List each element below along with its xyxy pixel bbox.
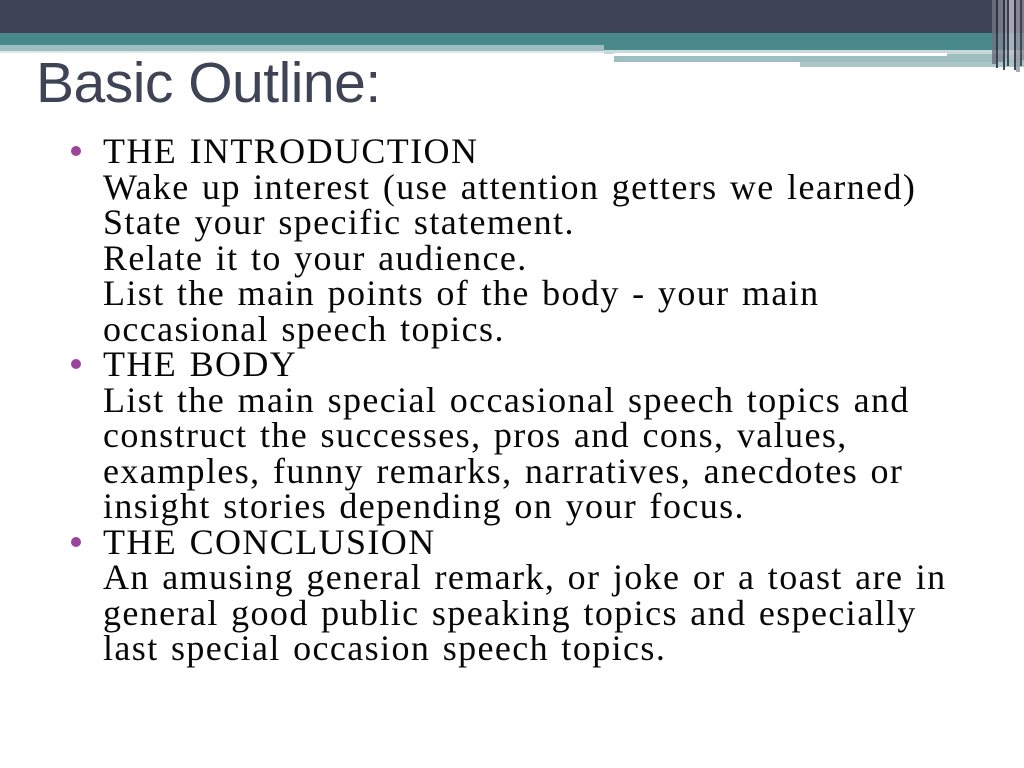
bullet-line: List the main points of the body - your main [103, 273, 820, 313]
bullet-line: An amusing general remark, or joke or a toast are in [103, 557, 947, 597]
bullet-line: general good public speaking topics and especially [103, 592, 917, 633]
bullet-line: construct the successes, pros and cons, values, [103, 415, 848, 455]
bullet-line: THE INTRODUCTION [103, 131, 479, 171]
header-white-line [614, 53, 947, 56]
bullet-line: occasional speech topics. [103, 308, 505, 349]
bullet-item [70, 521, 990, 668]
bullet-line: THE BODY [103, 344, 298, 384]
bullet-marker-icon [71, 359, 81, 369]
bullet-line: State your specific statement. [103, 202, 575, 242]
bullet-lines [103, 131, 990, 349]
bullet-line: List the main special occasional speech topics and [103, 379, 910, 420]
bullet-line: insight stories depending on your focus. [103, 486, 745, 526]
bullet-lines [103, 344, 990, 526]
slide-title: Basic Outline: [36, 51, 381, 115]
bullet-line: Relate it to your audience. [103, 237, 528, 278]
bullet-lines [103, 521, 990, 668]
bullet-line: THE CONCLUSION [103, 521, 436, 562]
bullet-line: Wake up interest (use attention getters we learned) [103, 166, 917, 207]
bullet-list [70, 131, 990, 668]
bullet-marker-icon [71, 537, 81, 547]
bullet-line: last special occasion speech topics. [103, 628, 667, 668]
bullet-line: examples, funny remarks, narratives, anecdotes or [103, 450, 904, 491]
bullet-item [70, 344, 990, 526]
bullet-item [70, 131, 990, 349]
corner-stripes-decoration [0, 0, 1024, 80]
bullet-marker-icon [71, 146, 81, 156]
